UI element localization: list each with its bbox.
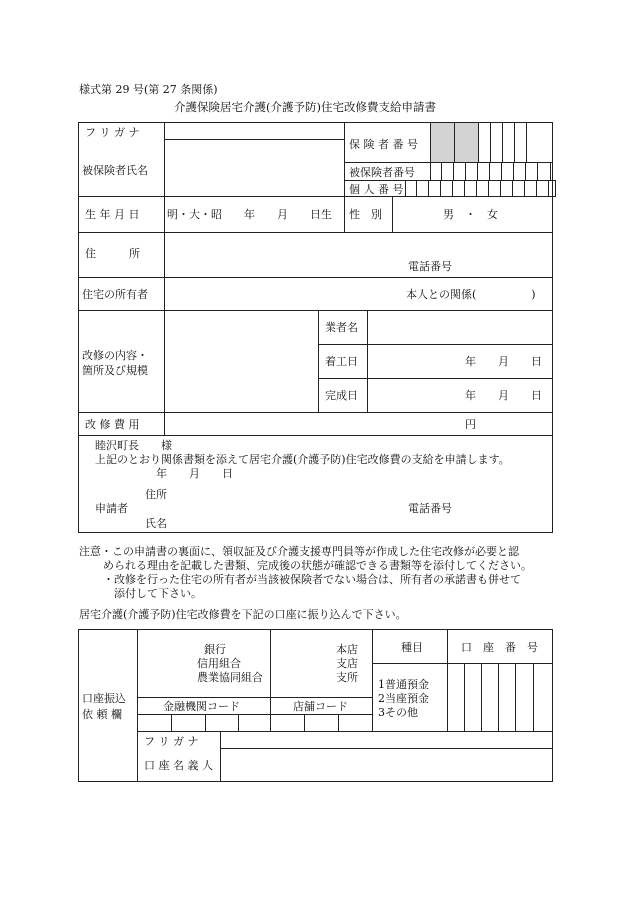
note-line-1: 注意・この申請書の裏面に、領収証及び介護支援専門員等が作成した住宅改修が必要と認: [79, 545, 519, 558]
contractor-label: 業者名: [325, 321, 358, 334]
sex-label: 性 別: [349, 208, 382, 221]
form-title: 介護保険居宅介護(介護予防)住宅改修費支給申請書: [174, 100, 436, 114]
bank-instruction: 居宅介護(介護予防)住宅改修費を下記の口座に振り込んで下さい。: [79, 608, 407, 621]
account-furigana-label: フ リ ガ ナ: [144, 735, 199, 748]
transfer-label-line2: 依 頼 欄: [82, 708, 122, 721]
account-type-2: 2当座預金: [378, 692, 429, 705]
completion-date-label: 完成日: [325, 389, 358, 402]
addressee: 睦沢町長 様: [95, 439, 172, 452]
applicant-address-label: 住所: [145, 488, 167, 501]
branch-code-label: 店舗コード: [293, 700, 348, 713]
application-date: 年 月 日: [156, 467, 233, 480]
applicant-phone-label: 電話番号: [408, 502, 452, 515]
birth-date-label: 生 年 月 日: [85, 208, 140, 221]
account-type-1: 1普通預金: [378, 678, 429, 691]
cost-label: 改 修 費 用: [85, 418, 140, 431]
renovation-label-line2: 箇所及び規模: [82, 364, 148, 377]
transfer-label-line1: 口座振込: [82, 692, 126, 705]
yen-unit: 円: [465, 418, 476, 431]
sex-options: 男 ・ 女: [443, 208, 498, 221]
note-line-4: 添付して下さい。: [114, 587, 202, 600]
start-date-label: 着工日: [325, 355, 358, 368]
account-number-label: 口 座 番 号: [461, 641, 538, 654]
account-holder-label: 口 座 名 義 人: [144, 759, 213, 772]
account-type-label: 種目: [401, 641, 423, 654]
applicant-label: 申請者: [95, 502, 128, 515]
applicant-name-label: 氏名: [145, 517, 167, 530]
insured-number-label: 被保険者番号: [349, 166, 415, 179]
renovation-label-line1: 改修の内容・: [82, 349, 148, 362]
note-line-2: められる理由を記載した書類、完成後の状態が確認できる書類等を添付してください。: [103, 559, 532, 572]
furigana-label: フ リ ガ ナ: [85, 126, 140, 139]
bank-type-2: 信用組合: [197, 657, 241, 670]
personal-number-label: 個 人 番 号: [349, 183, 404, 196]
insured-name-label: 被保険者氏名: [82, 164, 148, 177]
birth-date-format: 明・大・昭 年 月 日生: [167, 208, 332, 221]
form-number: 様式第 29 号(第 27 条関係): [79, 83, 218, 96]
completion-date-format: 年 月 日: [465, 389, 542, 402]
bank-type-3: 農業協同組合: [197, 671, 263, 684]
branch-type-3: 支所: [336, 671, 358, 684]
branch-type-1: 本店: [336, 643, 358, 656]
account-type-3: 3その他: [378, 706, 418, 719]
phone-label: 電話番号: [408, 260, 452, 273]
branch-type-2: 支店: [336, 657, 358, 670]
insurer-number-label: 保 険 者 番 号: [349, 138, 418, 151]
declaration-text: 上記のとおり関係書類を添えて居宅介護(介護予防)住宅改修費の支給を申請します。: [95, 453, 510, 466]
note-line-3: ・改修を行った住宅の所有者が当該被保険者でない場合は、所有者の承諾書も併せて: [103, 573, 521, 586]
owner-label: 住宅の所有者: [82, 288, 148, 301]
start-date-format: 年 月 日: [465, 355, 542, 368]
address-label: 住 所: [85, 247, 140, 260]
relation-label: 本人との関係( ): [406, 288, 536, 301]
bank-type-1: 銀行: [204, 643, 226, 656]
bank-code-label: 金融機関コード: [163, 700, 240, 713]
